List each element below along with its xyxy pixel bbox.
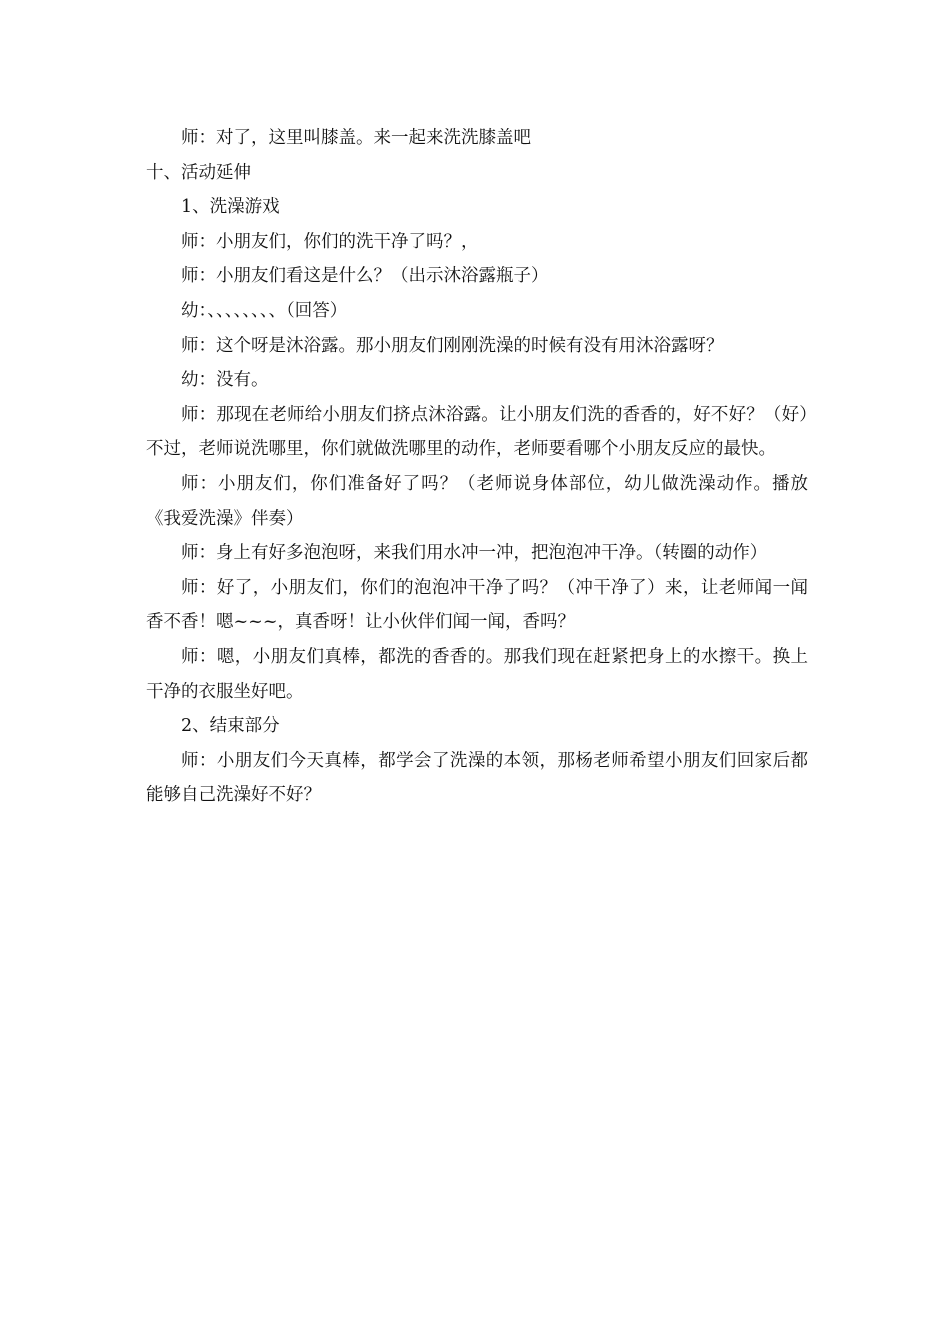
subheading-bath-game: 1、洗澡游戏 [181, 197, 280, 218]
paragraph-teacher-show-bottle: 师：小朋友们看这是什么？（出示沐浴露瓶子） [181, 266, 549, 287]
paragraph-teacher-shower-gel: 师：这个呀是沐浴露。那小朋友们刚刚洗澡的时候有没有用沐浴露呀？ [181, 335, 724, 356]
paragraph-teacher-dry-off: 师：嗯，小朋友们真棒，都洗的香香的。那我们现在赶紧把身上的水擦干。换上干净的衣服坐好吧。 [146, 646, 808, 702]
paragraph-child-answer: 幼：、、、、、、、、（回答） [181, 300, 348, 321]
paragraph-teacher-knee: 师：对了，这里叫膝盖。来一起来洗洗膝盖吧 [181, 128, 531, 148]
subheading-ending: 2、结束部分 [181, 716, 280, 737]
paragraph-teacher-smell: 师：好了，小朋友们，你们的泡泡冲干净了吗？（冲干净了）来，让老师闻一闻香不香！嗯~~~，真香呀！让小伙伴们闻一闻，香吗？ [146, 577, 808, 633]
paragraph-teacher-rinse: 师：身上有好多泡泡呀，来我们用水冲一冲，把泡泡冲干净。（转圈的动作） [181, 543, 768, 564]
section-heading-activity-extension: 十、活动延伸 [146, 162, 251, 183]
paragraph-teacher-closing: 师：小朋友们今天真棒，都学会了洗澡的本领，那杨老师希望小朋友们回家后都能够自己洗澡好不好？ [146, 750, 808, 806]
paragraph-teacher-squeeze-gel: 师：那现在老师给小朋友们挤点沐浴露。让小朋友们洗的香香的，好不好？（好）不过，老师说洗哪里，你们就做洗哪里的动作，老师要看哪个小朋友反应的最快。 [146, 404, 808, 460]
document-body [146, 121, 808, 813]
paragraph-teacher-ready: 师：小朋友们，你们准备好了吗？（老师说身体部位，幼儿做洗澡动作。播放《我爱洗澡》伴奏） [146, 473, 808, 529]
paragraph-teacher-washed-clean: 师：小朋友们，你们的洗干净了吗？， [181, 231, 479, 252]
paragraph-child-no: 幼：没有。 [181, 370, 269, 391]
